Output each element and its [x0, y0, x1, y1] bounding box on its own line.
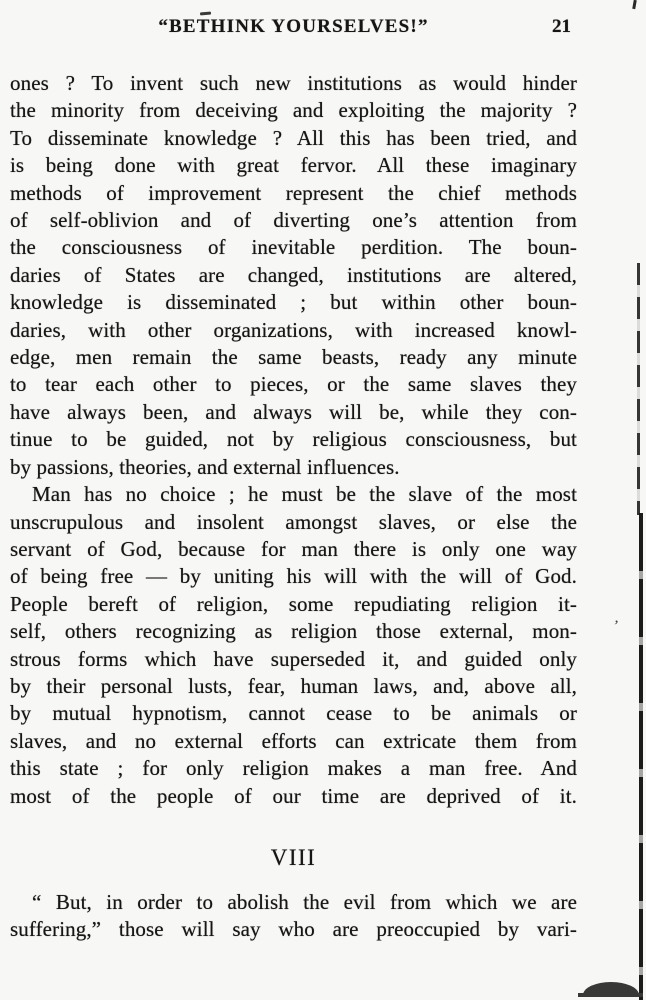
text-line: most of the people of our time are deprived of it.	[10, 783, 577, 808]
text-line: the consciousness of inevitable perdition. The boun-	[10, 235, 577, 260]
body-text	[10, 70, 577, 944]
page-number: 21	[552, 16, 571, 37]
section-heading-viii: VIII	[270, 844, 317, 870]
text-line: of self-oblivion and of diverting one’s attention from	[10, 208, 577, 233]
paragraph-man-has-no-choice	[10, 481, 577, 810]
text-line: servant of God, because for man there is only one way	[10, 536, 577, 561]
text-line: To disseminate knowledge ? All this has been tried, and	[10, 125, 577, 150]
text-line: unscrupulous and insolent amongst slaves, or else the	[10, 509, 577, 534]
text-line: have always been, and always will be, while they con-	[10, 399, 577, 424]
scan-page-edge-line-lower	[639, 513, 643, 1000]
scan-stray-mark: ’	[611, 617, 620, 636]
text-line: by passions, theories, and external influences.	[10, 454, 400, 479]
text-line: knowledge is disseminated ; but within other boun-	[10, 290, 577, 315]
scan-smudge-base	[578, 993, 643, 997]
text-line: strous forms which have superseded it, and guided only	[10, 646, 577, 671]
text-line: People bereft of religion, some repudiating religion it-	[10, 591, 577, 616]
text-line: tinue to be guided, not by religious consciousness, but	[10, 427, 577, 452]
text-line: is being done with great fervor. All these imaginary	[10, 153, 577, 178]
text-line: ones ? To invent such new institutions as would hinder	[10, 71, 577, 95]
text-line: Man has no choice ; he must be the slave of the most	[32, 482, 577, 507]
text-line: by their personal lusts, fear, human laws, and, above all,	[10, 673, 577, 698]
text-line: of being free — by uniting his will with the will of God.	[10, 564, 577, 589]
text-line: the minority from deceiving and exploiting the majority ?	[10, 98, 577, 123]
scan-stray-dash	[200, 12, 211, 15]
text-line: by mutual hypnotism, cannot cease to be animals or	[10, 701, 577, 726]
text-line: “ But, in order to abolish the evil from which we are	[32, 889, 577, 914]
text-line: slaves, and no external efforts can extricate them from	[10, 728, 577, 753]
running-header-title: “BETHINK YOURSELVES!”	[158, 16, 429, 37]
text-line: edge, men remain the same beasts, ready any minute	[10, 345, 577, 370]
running-header	[10, 16, 577, 42]
paragraph-continuation	[10, 70, 577, 481]
paragraph-but-in-order	[10, 889, 577, 944]
scan-corner-tick	[632, 0, 637, 9]
text-line: daries, with other organizations, with increased knowl-	[10, 317, 577, 342]
text-line: suffering,” those will say who are preoccupied by vari-	[10, 917, 577, 942]
text-line: methods of improvement represent the chief methods	[10, 180, 577, 205]
scan-page-edge-line-upper	[637, 263, 640, 515]
text-line: daries of States are changed, institutions are altered,	[10, 262, 577, 287]
text-line: this state ; for only religion makes a man free. And	[10, 756, 577, 781]
text-line: to tear each other to pieces, or the same slaves they	[10, 372, 577, 397]
text-line: self, others recognizing as religion those external, mon-	[10, 619, 577, 644]
